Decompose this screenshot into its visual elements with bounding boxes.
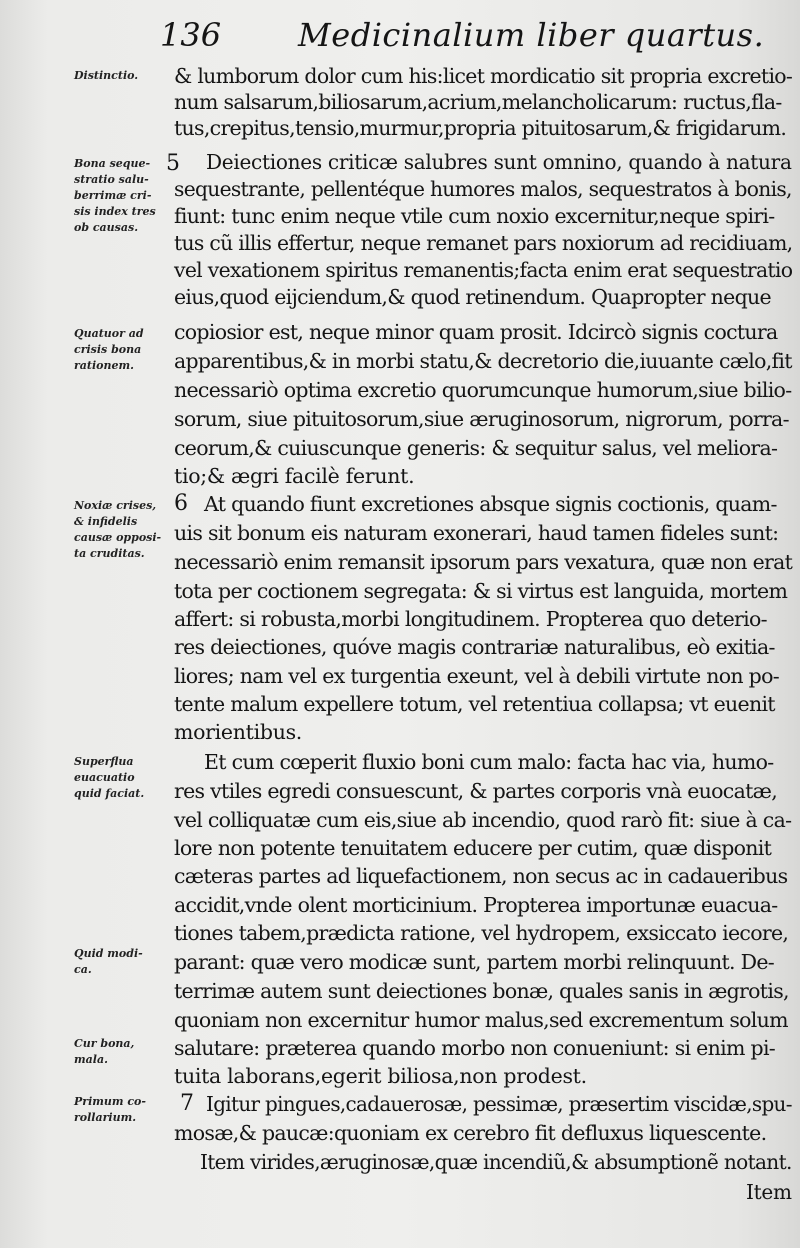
text-line: quoniam non excernitur humor malus,sed excrementum solum	[174, 1008, 788, 1032]
margin-note-line: & infidelis	[74, 515, 138, 528]
text-line: At quando fiunt excretiones absque signis coctionis, quam-	[204, 492, 777, 516]
margin-note-distinctio	[74, 68, 170, 84]
margin-note-quatuor-ad-crisis	[74, 326, 170, 374]
margin-note-line: ta cruditas.	[74, 547, 145, 560]
margin-note-line: causæ opposi-	[74, 531, 162, 544]
text-line: necessariò optima excretio quorumcunque humorum,siue bilio-	[174, 378, 792, 402]
margin-note-bona-sequestratio	[74, 156, 170, 236]
margin-note-primum-corollarium	[74, 1094, 170, 1126]
text-line: liores; nam vel ex turgentia exeunt, vel à debili virtute non po-	[174, 664, 779, 688]
text-line: tente malum expellere totum, vel retentiua collapsa; vt euenit	[174, 692, 775, 716]
text-line: tuita laborans,egerit biliosa,non prodest.	[174, 1064, 587, 1088]
text-line: Deiectiones criticæ salubres sunt omnino, quando à natura	[206, 150, 792, 174]
margin-note-line: stratio salu-	[74, 173, 149, 186]
text-line: tus cũ illis effertur, neque remanet pars noxiorum ad recidiuam,	[174, 231, 793, 255]
margin-note-line: sis index tres	[74, 205, 156, 218]
text-line: res vtiles egredi consuescunt, & partes corporis vnà euocatæ,	[174, 779, 778, 803]
margin-note-line: Cur bona,	[74, 1037, 135, 1050]
margin-note-line: crisis bona	[74, 343, 142, 356]
text-line: tio;& ægri facilè ferunt.	[174, 464, 415, 488]
margin-note-line: Quid modi-	[74, 947, 143, 960]
page-number: 136	[160, 16, 222, 54]
margin-note-superflua-euacuatio	[74, 754, 170, 802]
paragraph-number: 6	[174, 491, 188, 516]
text-line: Item virides,æruginosæ,quæ incendiũ,& absumptionẽ notant.	[200, 1150, 792, 1174]
text-line: sequestrante, pellentéque humores malos, sequestratos à bonis,	[174, 177, 792, 201]
paragraph-number: 7	[180, 1091, 194, 1116]
text-line: morientibus.	[174, 720, 303, 744]
margin-note-line: Quatuor ad	[74, 327, 144, 340]
text-line: Et cum cœperit fluxio boni cum malo: facta hac via, humo-	[204, 750, 774, 774]
text-line: salutare: præterea quando morbo non conueniunt: si enim pi-	[174, 1036, 776, 1060]
margin-note-line: Primum co-	[74, 1095, 146, 1108]
margin-note-line: euacuatio	[74, 771, 135, 784]
margin-note-line: Superflua	[74, 755, 134, 768]
text-line: tus,crepitus,tensio,murmur,propria pituitosarum,& frigidarum.	[174, 116, 787, 140]
text-line: mosæ,& paucæ:quoniam ex cerebro fit defluxus liquescente.	[174, 1121, 767, 1145]
margin-note-line: rollarium.	[74, 1111, 137, 1124]
text-line: tota per coctionem segregata: & si virtus est languida, mortem	[174, 579, 788, 603]
margin-note-line: ob causas.	[74, 221, 139, 234]
margin-note-line: berrimæ cri-	[74, 189, 152, 202]
margin-note-cur-bona-mala	[74, 1036, 170, 1068]
text-line: copiosior est, neque minor quam prosit. Idcircò signis coctura	[174, 320, 778, 344]
margin-note-line: rationem.	[74, 359, 134, 372]
margin-note-line: mala.	[74, 1053, 108, 1066]
text-line: affert: si robusta,morbi longitudinem. Propterea quo deterio-	[174, 607, 767, 631]
margin-note-line: quid faciat.	[74, 787, 145, 800]
text-line: Igitur pingues,cadauerosæ, pessimæ, præsertim viscidæ,spu-	[206, 1092, 792, 1116]
margin-note-line: ca.	[74, 963, 92, 976]
text-line: ceorum,& cuiuscunque generis: & sequitur salus, vel meliora-	[174, 436, 778, 460]
text-line: terrimæ autem sunt deiectiones bonæ, quales sanis in ægrotis,	[174, 979, 789, 1003]
margin-note-line: Noxiæ crises,	[74, 499, 157, 512]
text-line: fiunt: tunc enim neque vtile cum noxio excernitur,neque spiri-	[174, 204, 775, 228]
text-line: uis sit bonum eis naturam exonerari, haud tamen fideles sunt:	[174, 521, 779, 545]
text-line: parant: quæ vero modicæ sunt, partem morbi relinquunt. De-	[174, 950, 775, 974]
paragraph-number: 5	[166, 151, 180, 176]
text-line: apparentibus,& in morbi statu,& decretorio die,iuuante cælo,fit	[174, 349, 792, 373]
text-line: sorum, siue pituitosorum,siue æruginosorum, nigrorum, porra-	[174, 407, 789, 431]
page-header	[0, 14, 800, 58]
text-line: & lumborum dolor cum his:licet mordicatio sit propria excretio-	[174, 64, 793, 88]
running-title: Medicinalium liber quartus.	[298, 16, 765, 54]
text-line: vel colliquatæ cum eis,siue ab incendio, quod rarò fit: siue à ca-	[174, 808, 792, 832]
text-line: lore non potente tenuitatem educere per cutim, quæ disponit	[174, 836, 772, 860]
text-line: cæteras partes ad liquefactionem, non secus ac in cadaueribus	[174, 864, 788, 888]
margin-note-line: Distinctio.	[74, 69, 139, 82]
text-line: eius,quod eijciendum,& quod retinendum. Quapropter neque	[174, 285, 771, 309]
catchword: Item	[746, 1180, 792, 1204]
text-line: res deiectiones, quóve magis contrariæ naturalibus, eò exitia-	[174, 635, 775, 659]
text-line: num salsarum,biliosarum,acrium,melancholicarum: ructus,fla-	[174, 90, 782, 114]
text-line: necessariò enim remansit ipsorum pars vexatura, quæ non erat	[174, 550, 793, 574]
margin-note-noxiae-crises	[74, 498, 170, 562]
text-line: vel vexationem spiritus remanentis;facta enim erat sequestratio	[174, 258, 793, 282]
text-line: accidit,vnde olent morticinium. Propterea importunæ euacua-	[174, 893, 778, 917]
margin-note-line: Bona seque-	[74, 157, 151, 170]
text-line: tiones tabem,prædicta ratione, vel hydropem, exsiccato iecore,	[174, 921, 789, 945]
margin-note-quid-modica	[74, 946, 170, 978]
